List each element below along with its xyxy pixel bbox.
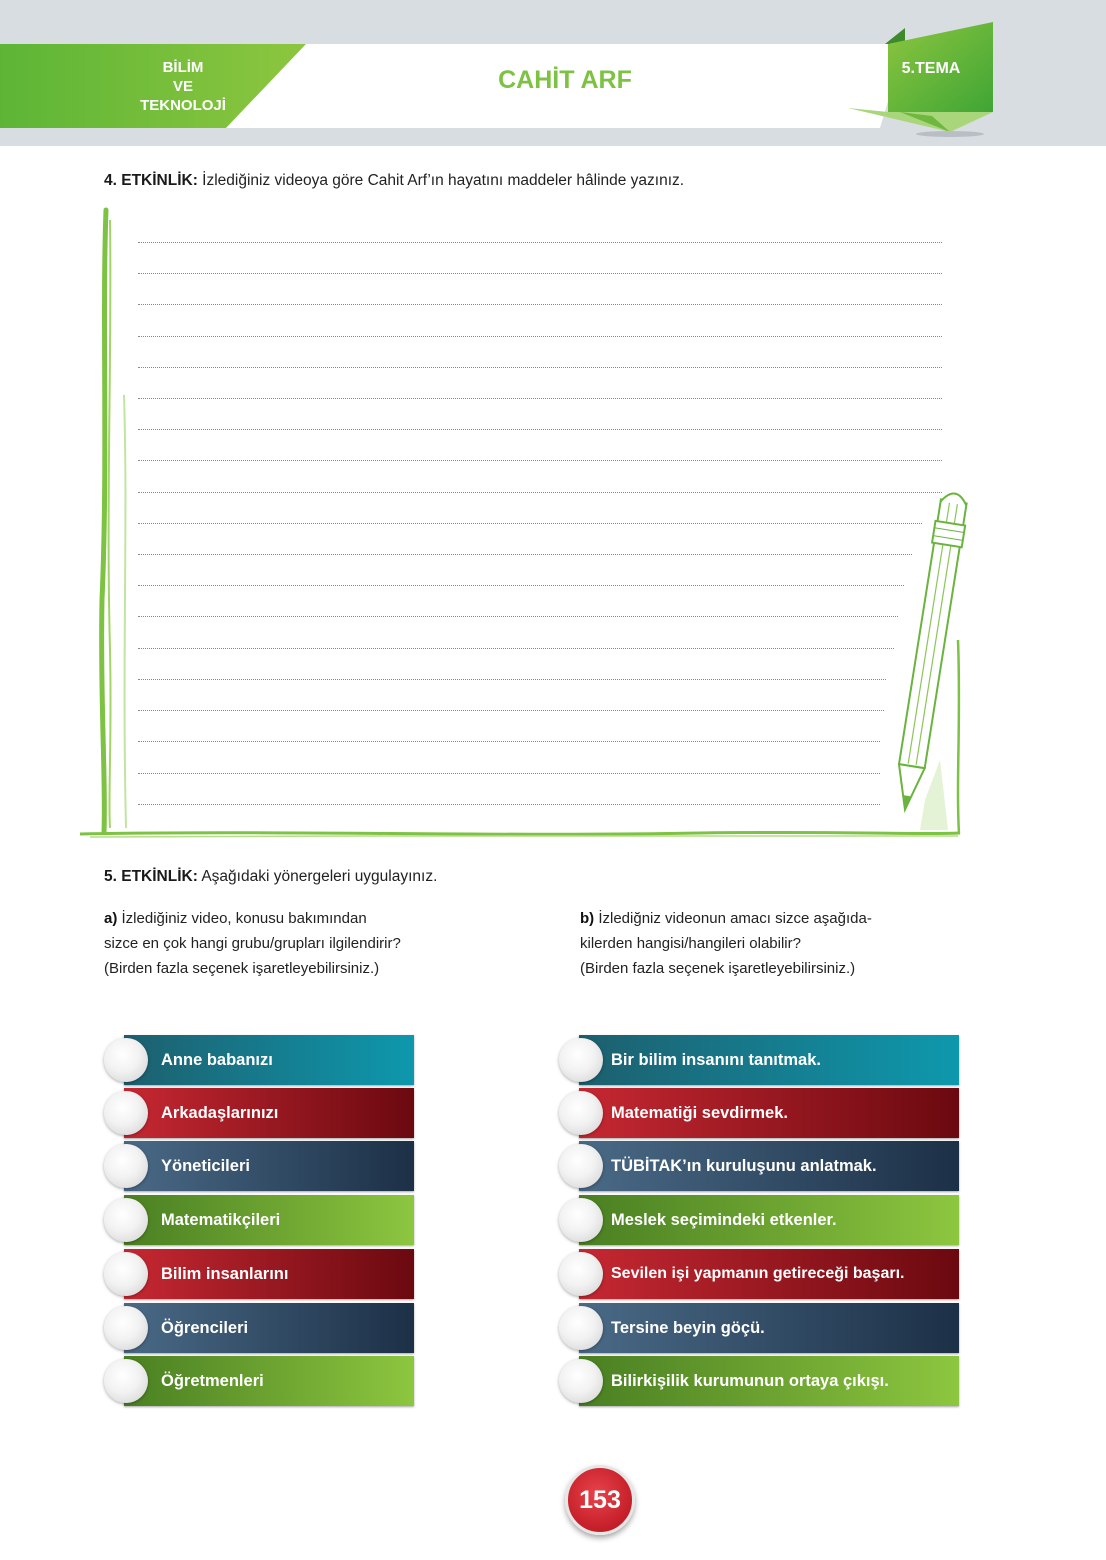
activity-5-heading <box>104 868 437 886</box>
page-number: 153 <box>565 1465 635 1535</box>
option-b-3-label: TÜBİTAK’ın kuruluşunu anlatmak. <box>611 1157 877 1175</box>
option-b-7-label: Bilirkişilik kurumunun ortaya çıkışı. <box>611 1372 889 1390</box>
activity-4-number: 4. ETKİNLİK: <box>104 172 198 189</box>
option-a-4-label: Matematikçileri <box>161 1211 281 1229</box>
option-b-7-checkbox[interactable] <box>559 1359 603 1403</box>
writing-line[interactable] <box>138 679 886 680</box>
writing-line[interactable] <box>138 492 942 493</box>
option-a-2-checkbox[interactable] <box>104 1091 148 1135</box>
option-a-5-checkbox[interactable] <box>104 1252 148 1296</box>
writing-line[interactable] <box>138 710 884 711</box>
subject-line-3: TEKNOLOJİ <box>140 97 226 114</box>
option-b-1-label: Bir bilim insanını tanıtmak. <box>611 1051 821 1069</box>
writing-line[interactable] <box>138 773 880 774</box>
writing-line[interactable] <box>138 554 912 555</box>
question-b <box>580 906 872 981</box>
writing-line[interactable] <box>138 741 880 742</box>
option-a-3-checkbox[interactable] <box>104 1144 148 1188</box>
writing-line[interactable] <box>138 273 942 274</box>
option-b-6-checkbox[interactable] <box>559 1306 603 1350</box>
option-a-3-label: Yöneticileri <box>161 1157 250 1175</box>
writing-line[interactable] <box>138 398 942 399</box>
question-b-line-2: kilerden hangisi/hangileri olabilir? <box>580 935 801 952</box>
option-b-6-label: Tersine beyin göçü. <box>611 1319 765 1337</box>
writing-line[interactable] <box>138 616 898 617</box>
page-title: CAHİT ARF <box>498 66 632 94</box>
writing-line[interactable] <box>138 460 942 461</box>
writing-frame <box>80 200 980 850</box>
option-b-5-checkbox[interactable] <box>559 1252 603 1296</box>
writing-line[interactable] <box>138 648 894 649</box>
writing-line[interactable] <box>138 304 942 305</box>
question-b-line-3: (Birden fazla seçenek işaretleyebilirsiniz.) <box>580 960 856 977</box>
option-b-4-label: Meslek seçimindeki etkenler. <box>611 1211 837 1229</box>
writing-line[interactable] <box>138 336 942 337</box>
question-a-line-2: sizce en çok hangi grubu/grupları ilgilendirir? <box>104 935 401 952</box>
option-a-5-label: Bilim insanlarını <box>161 1265 289 1283</box>
option-b-2-label: Matematiği sevdirmek. <box>611 1104 788 1122</box>
question-b-marker: b) <box>580 910 595 927</box>
question-a-marker: a) <box>104 910 118 927</box>
question-b-line-1: İzlediğniz videonun amacı sizce aşağıda- <box>594 910 872 927</box>
subject-label <box>118 58 248 115</box>
option-b-2-checkbox[interactable] <box>559 1091 603 1135</box>
option-b-1-checkbox[interactable] <box>559 1038 603 1082</box>
writing-line[interactable] <box>138 804 880 805</box>
option-a-4-checkbox[interactable] <box>104 1198 148 1242</box>
option-a-1-label: Anne babanızı <box>161 1051 273 1069</box>
activity-5-instruction: Aşağıdaki yönergeleri uygulayınız. <box>197 868 438 885</box>
question-a <box>104 906 401 981</box>
writing-line[interactable] <box>138 242 942 243</box>
activity-4-instruction: İzlediğiniz videoya göre Cahit Arf’ın hayatını maddeler hâlinde yazınız. <box>197 172 685 189</box>
option-a-6-checkbox[interactable] <box>104 1306 148 1350</box>
writing-line[interactable] <box>138 429 942 430</box>
theme-ribbon <box>840 20 1000 140</box>
subject-line-1: BİLİM <box>162 59 204 76</box>
activity-4-heading <box>104 172 684 190</box>
option-b-5-label: Sevilen işi yapmanın getireceği başarı. <box>611 1265 905 1282</box>
question-a-line-1: İzlediğiniz video, konusu bakımından <box>117 910 367 927</box>
option-b-3-checkbox[interactable] <box>559 1144 603 1188</box>
subject-line-2: VE <box>172 78 193 95</box>
writing-line[interactable] <box>138 523 922 524</box>
writing-line[interactable] <box>138 585 904 586</box>
activity-5-number: 5. ETKİNLİK: <box>104 868 198 885</box>
option-a-7-checkbox[interactable] <box>104 1359 148 1403</box>
option-a-1-checkbox[interactable] <box>104 1038 148 1082</box>
question-a-line-3: (Birden fazla seçenek işaretleyebilirsiniz.) <box>104 960 380 977</box>
theme-label: 5.TEMA <box>901 60 961 77</box>
option-b-4-checkbox[interactable] <box>559 1198 603 1242</box>
writing-line[interactable] <box>138 367 942 368</box>
option-a-7-label: Öğretmenleri <box>161 1372 264 1390</box>
option-a-2-label: Arkadaşlarınızı <box>161 1104 279 1122</box>
option-a-6-label: Öğrencileri <box>161 1319 249 1337</box>
